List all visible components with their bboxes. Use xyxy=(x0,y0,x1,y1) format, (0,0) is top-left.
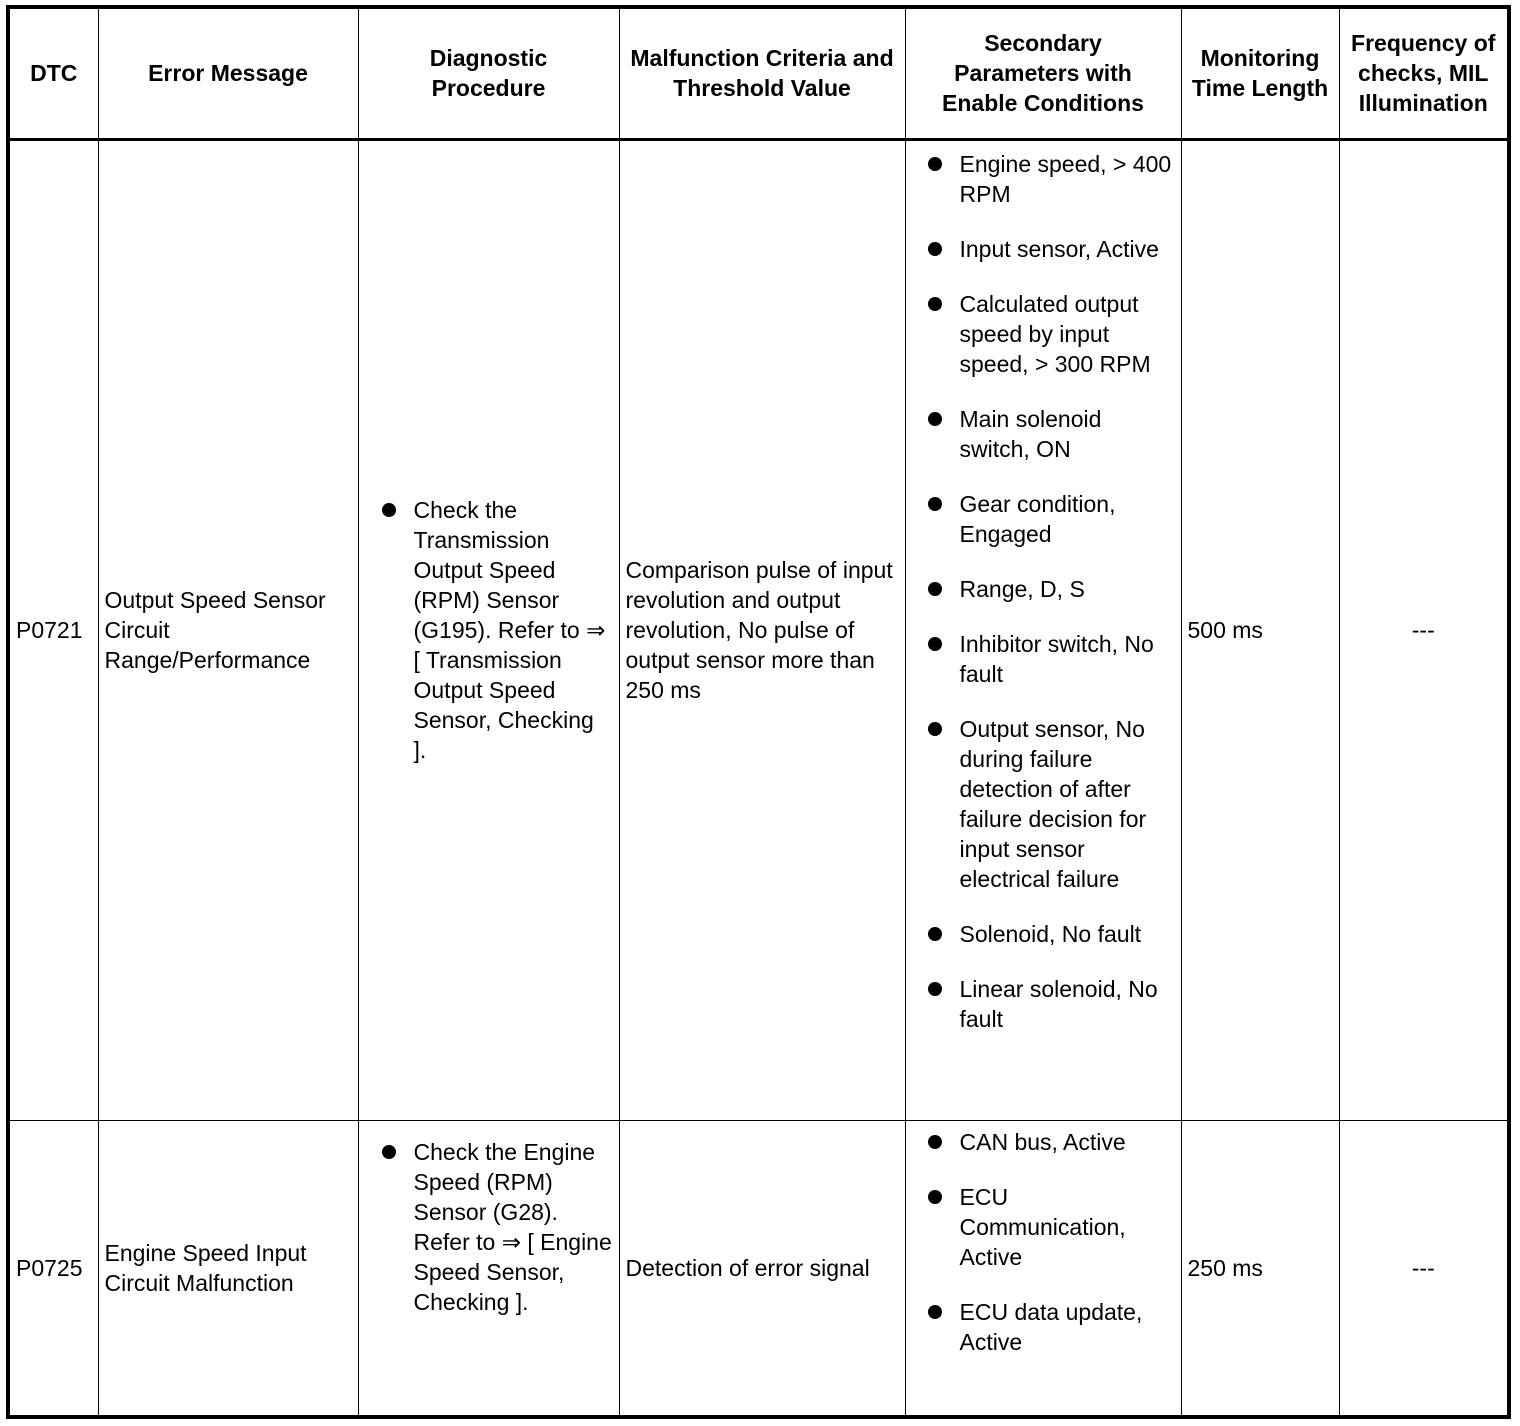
diagnostic-procedure xyxy=(358,139,619,1120)
list-item xyxy=(912,234,1175,264)
list-item xyxy=(912,629,1175,689)
secondary-parameters xyxy=(905,139,1181,1120)
list-item xyxy=(912,919,1175,949)
bullet-icon xyxy=(928,1190,942,1204)
parameter-text: Range, D, S xyxy=(959,575,1085,602)
parameter-text: Engine speed, > 400 RPM xyxy=(959,150,1172,207)
list-item xyxy=(912,149,1175,209)
list-item xyxy=(912,404,1175,464)
list-item xyxy=(365,1137,613,1317)
parameter-text: Gear condition, Engaged xyxy=(959,490,1116,547)
bullet-icon xyxy=(928,157,942,171)
list-item xyxy=(912,974,1175,1034)
header-dtc: DTC xyxy=(8,7,98,139)
parameter-text: Linear solenoid, No fault xyxy=(959,975,1158,1032)
parameter-text: Calculated output speed by input speed, > 300 RPM xyxy=(959,290,1151,377)
frequency: --- xyxy=(1339,139,1509,1120)
bullet-icon xyxy=(928,412,942,426)
parameter-text: CAN bus, Active xyxy=(959,1128,1126,1155)
parameter-text: Main solenoid switch, ON xyxy=(959,405,1102,462)
table-row xyxy=(8,139,1509,1120)
list-item xyxy=(912,489,1175,549)
parameter-text: Output sensor, No during failure detection of after failure decision for input sensor electrical failure xyxy=(959,715,1147,892)
bullet-icon xyxy=(928,637,942,651)
header-row xyxy=(8,7,1509,139)
parameter-text: Solenoid, No fault xyxy=(959,920,1142,947)
dtc-table xyxy=(6,5,1511,1419)
dtc-code: P0725 xyxy=(8,1120,98,1417)
bullet-icon xyxy=(928,297,942,311)
bullet-icon xyxy=(382,1145,396,1159)
bullet-icon xyxy=(928,1305,942,1319)
bullet-icon xyxy=(928,582,942,596)
parameter-text: ECU Communication, Active xyxy=(959,1183,1126,1270)
table-row xyxy=(8,1120,1509,1417)
monitoring-time: 500 ms xyxy=(1181,139,1339,1120)
diagnostic-step-text: Check the Engine Speed (RPM) Sensor (G28). Refer to ⇒ [ Engine Speed Sensor, Checking ]. xyxy=(413,1138,612,1315)
list-item xyxy=(912,289,1175,379)
diagnostic-procedure xyxy=(358,1120,619,1417)
header-monitoring-time: Monitoring Time Length xyxy=(1181,7,1339,139)
bullet-icon xyxy=(928,982,942,996)
header-diagnostic-procedure: Diagnostic Procedure xyxy=(358,7,619,139)
error-message: Output Speed Sensor Circuit Range/Performance xyxy=(98,139,358,1120)
list-item xyxy=(912,714,1175,894)
malfunction-criteria: Comparison pulse of input revolution and output revolution, No pulse of output sensor more than 250 ms xyxy=(619,139,905,1120)
parameter-text: Input sensor, Active xyxy=(959,235,1159,262)
parameter-text: ECU data update, Active xyxy=(959,1298,1143,1355)
header-secondary-parameters: Secondary Parameters with Enable Conditions xyxy=(905,7,1181,139)
bullet-icon xyxy=(928,1135,942,1149)
secondary-parameters xyxy=(905,1120,1181,1417)
bullet-icon xyxy=(928,497,942,511)
bullet-icon xyxy=(928,927,942,941)
frequency: --- xyxy=(1339,1120,1509,1417)
header-frequency: Frequency of checks, MIL Illumination xyxy=(1339,7,1509,139)
monitoring-time: 250 ms xyxy=(1181,1120,1339,1417)
parameter-text: Inhibitor switch, No fault xyxy=(959,630,1154,687)
list-item xyxy=(912,1127,1175,1157)
bullet-icon xyxy=(382,503,396,517)
list-item xyxy=(365,495,613,765)
header-malfunction-criteria: Malfunction Criteria and Threshold Value xyxy=(619,7,905,139)
bullet-icon xyxy=(928,242,942,256)
header-error-message: Error Message xyxy=(98,7,358,139)
bullet-icon xyxy=(928,722,942,736)
list-item xyxy=(912,1297,1175,1357)
dtc-code: P0721 xyxy=(8,139,98,1120)
list-item xyxy=(912,1182,1175,1272)
malfunction-criteria: Detection of error signal xyxy=(619,1120,905,1417)
error-message: Engine Speed Input Circuit Malfunction xyxy=(98,1120,358,1417)
list-item xyxy=(912,574,1175,604)
diagnostic-step-text: Check the Transmission Output Speed (RPM) Sensor (G195). Refer to ⇒ [ Transmission Output Speed Sensor, Checking ]. xyxy=(413,497,606,763)
